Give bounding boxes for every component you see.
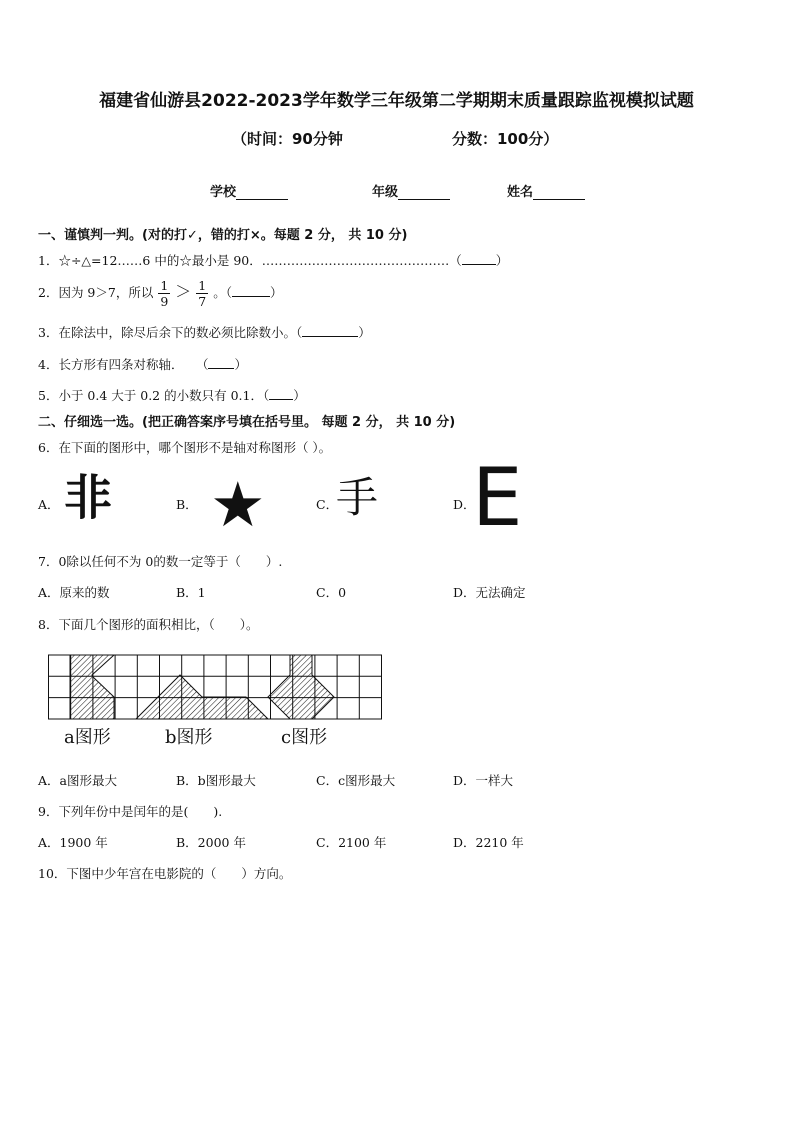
q9-option-b: B．2000 年 (176, 835, 246, 850)
answer-blank-2 (232, 284, 270, 297)
label-figure-b: b图形 (165, 727, 213, 748)
question-4: 4．长方形有四条对称轴． （ ） (38, 357, 247, 372)
answer-blank-4 (208, 356, 234, 369)
q8-option-a: A．a图形最大 (38, 773, 117, 788)
label-figure-c: c图形 (281, 727, 328, 748)
answer-blank-5 (269, 387, 293, 400)
q6-option-a-label: A． (38, 497, 60, 512)
exam-time: （时间：90分钟 (232, 130, 343, 148)
question-7: 7．0除以任何不为 0的数一定等于（ ）. (38, 554, 283, 569)
exam-score: 分数：100分） (452, 130, 559, 148)
page-title: 福建省仙游县2022-2023学年数学三年级第二学期期末质量跟踪监视模拟试题 (99, 91, 694, 111)
q7-option-a: A．原来的数 (38, 585, 110, 600)
shape-c (268, 655, 334, 719)
q7-option-d: D．无法确定 (453, 585, 526, 600)
grade-label: 年级 (372, 185, 399, 200)
name-blank (533, 185, 585, 200)
question-5: 5．小于 0.4 大于 0.2 的小数只有 0.1．（ ） (38, 388, 306, 403)
q8-option-b: B．b图形最大 (176, 773, 256, 788)
q7-option-c: C．0 (316, 585, 347, 600)
label-figure-a: a图形 (64, 727, 111, 748)
school-field (210, 181, 288, 200)
grade-blank (398, 185, 450, 200)
answer-blank-3 (302, 324, 358, 337)
q9-option-a: A．1900 年 (38, 835, 108, 850)
section1-title: 一、谨慎判一判。(对的打✓，错的打×。每题 2 分， 共 10 分) (38, 228, 408, 243)
fraction-one-ninth: $\frac{1}{9}$ (160, 278, 169, 309)
q9-option-d: D．2210 年 (453, 835, 524, 850)
letter-e-icon: E (472, 451, 523, 544)
school-blank (236, 185, 288, 200)
q9-option-c: C．2100 年 (316, 835, 387, 850)
grade-field (372, 181, 450, 200)
question-2: 2．因为 9＞7，所以 $\frac{1}{9}$ ＞ $\frac{1}{7}$ 。（ ） (38, 278, 283, 309)
q6-option-c-label: C． (316, 497, 339, 512)
school-label: 学校 (210, 185, 237, 200)
q8-option-d: D．一样大 (453, 773, 514, 788)
q7-option-b: B．1 (176, 585, 206, 600)
glyph-fei-icon: 非 (64, 470, 113, 526)
question-9: 9．下列年份中是闰年的是( ). (38, 804, 223, 819)
q6-option-b-label: B． (176, 497, 198, 512)
q6-option-d-label: D． (453, 497, 476, 512)
question-3: 3．在除法中，除尽后余下的数必须比除数小。（ ） (38, 325, 371, 340)
answer-blank-1 (462, 252, 496, 265)
fraction-one-seventh: $\frac{1}{7}$ (198, 278, 207, 309)
question-6: 6．在下面的图形中，哪个图形不是轴对称图形（ ）。 (38, 440, 332, 455)
glyph-shou-icon: 手 (336, 473, 379, 522)
question-10: 10．下图中少年宫在电影院的（ ）方向。 (38, 866, 292, 881)
name-label: 姓名 (507, 185, 534, 200)
section2-title: 二、仔细选一选。(把正确答案序号填在括号里。 每题 2 分， 共 10 分) (38, 415, 456, 430)
shape-a (70, 655, 114, 719)
name-field (507, 181, 585, 200)
star-icon: ★ (210, 468, 266, 541)
question-8: 8．下面几个图形的面积相比，（ ）。 (38, 617, 259, 632)
question-1: 1．☆÷△=12……6 中的☆最小是 90．………………………………………（ ） (38, 253, 509, 268)
q8-option-c: C．c图形最大 (316, 773, 396, 788)
